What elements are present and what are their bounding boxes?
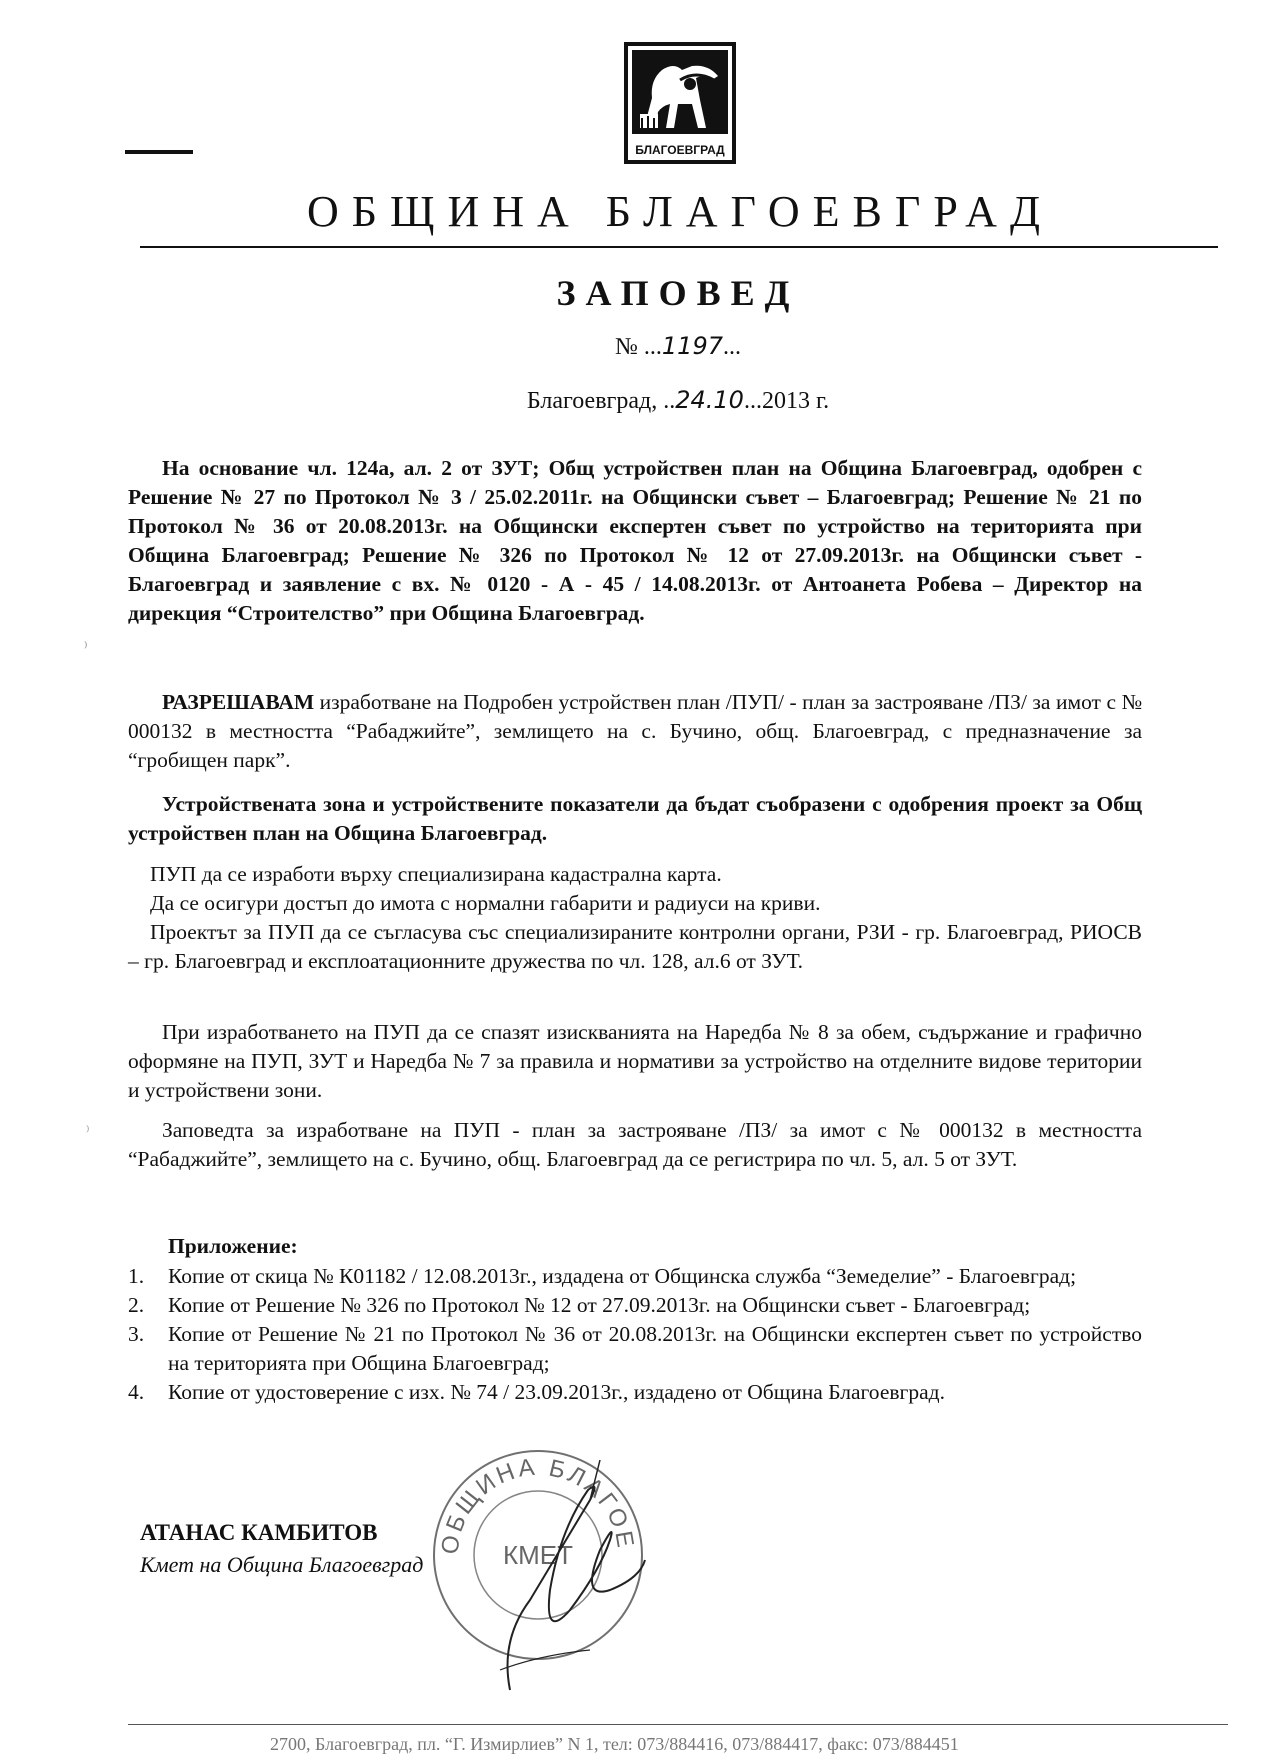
- attachment-item: [128, 1262, 1142, 1291]
- attachment-item: [128, 1320, 1142, 1378]
- footer-address: 2700, Благоевград, пл. “Г. Измирлиев” N 1, тел: 073/884416, 073/884417, факс: 073/884451: [270, 1734, 959, 1754]
- header-rule: [140, 246, 1218, 248]
- scan-speck: ⁾: [86, 1125, 90, 1140]
- attachments-list: [128, 1262, 1142, 1407]
- svg-text:БЛАГОЕВГРАД: БЛАГОЕВГРАД: [635, 143, 725, 157]
- stamp-center-text: КМЕТ: [502, 1540, 574, 1570]
- attachment-text: Копие от скица № К01182 / 12.08.2013г., издадена от Общинска служба “Земеделие” - Благоевград;: [168, 1264, 1077, 1288]
- order-date-line: [0, 386, 1280, 415]
- order-date-suffix: ...2013 г.: [743, 388, 830, 414]
- order-date-prefix: Благоевград, ..: [526, 388, 676, 414]
- signer-role: Кмет на Община Благоевград: [140, 1552, 424, 1577]
- registration-paragraph: Заповедта за изработване на ПУП - план за застрояване /ПЗ/ за имот с № 000132 в местността “Рабаджийте”, землището на с. Бучино, общ. Благоевград да се регистрира по чл. 5, ал. 5 от ЗУТ.: [128, 1118, 1142, 1171]
- handwritten-signature: [440, 1440, 660, 1700]
- order-number-line: [0, 332, 1280, 361]
- requirement-approval: Проектът за ПУП да се съгласува със специализираните контролни органи, РЗИ - гр. Благоевград, РИОСВ – гр. Благоевград и експлоатационните дружества по чл. 128, ал.6 от ЗУТ.: [128, 920, 1142, 973]
- attachment-item: [128, 1378, 1142, 1407]
- attachment-item: [128, 1291, 1142, 1320]
- requirements-block: [128, 860, 1142, 976]
- attachment-number: 1.: [128, 1264, 145, 1288]
- org-title: ОБЩИНА БЛАГОЕВГРАД: [307, 187, 1053, 236]
- footer-rule: [128, 1724, 1228, 1725]
- attachment-number: 4.: [128, 1380, 145, 1404]
- attachment-text: Копие от Решение № 21 по Протокол № 36 от 20.08.2013г. на Общински експертен съвет по устройство на територията при Община Благоевград;: [168, 1322, 1142, 1375]
- signer-name: АТАНАС КАМБИТОВ: [140, 1520, 378, 1545]
- stamp-ring-text: ОБЩИНА БЛАГОЕ: [436, 1453, 640, 1556]
- zoning-paragraph: Устройствената зона и устройствените показатели да бъдат съобразени с одобрения проект за Общ устройствен план на Община Благоевград.: [128, 792, 1142, 845]
- regulations-paragraph: При изработването на ПУП да се спазят изискванията на Наредба № 8 за обем, съдържание и графично оформяне на ПУП, ЗУТ и Наредба № 7 за правила и нормативи за устройство на отделните видове територии и устройствени зони.: [128, 1020, 1142, 1102]
- document-title: ЗАПОВЕД: [556, 273, 800, 313]
- order-number-handwritten: 1197: [661, 332, 723, 360]
- order-date-handwritten: 24.10: [675, 386, 744, 414]
- authorization-keyword: РАЗРЕШАВАМ: [162, 690, 315, 714]
- authorization-paragraph: [128, 688, 1142, 775]
- municipal-logo: [622, 40, 738, 166]
- attachment-number: 3.: [128, 1322, 145, 1346]
- attachment-number: 2.: [128, 1293, 145, 1317]
- authorization-text: изработване на Подробен устройствен план /ПУП/ - план за застрояване /ПЗ/ за имот с № 000132 в местността “Рабаджийте”, землището на с. Бучино, общ. Благоевград, с предназначение за “гробищен парк”.: [128, 690, 1142, 772]
- requirement-access: Да се осигури достъп до имота с нормални габарити и радиуси на криви.: [150, 891, 821, 915]
- legal-basis-paragraph: На основание чл. 124а, ал. 2 от ЗУТ; Общ устройствен план на Община Благоевград, одобрен с Решение № 27 по Протокол № 3 / 25.02.2011г. на Общински съвет – Благоевград; Решение № 21 по Протокол № 36 от 20.08.2013г. на Общински експертен съвет по устройство на територията при Община Благоевград; Решение № 326 по Протокол № 12 от 27.09.2013г. на Общински съвет - Благоевград и заявление с вх. № 0120 - А - 45 / 14.08.2013г. от Антоанета Робева – Директор на дирекция “Строителство” при Община Благоевград.: [128, 456, 1142, 625]
- scan-speck: ⁾: [84, 641, 88, 656]
- attachments-heading: Приложение:: [168, 1234, 298, 1258]
- attachment-text: Копие от удостоверение с изх. № 74 / 23.09.2013г., издадено от Община Благоевград.: [168, 1380, 945, 1404]
- requirement-cadastral: ПУП да се изработи върху специализирана кадастрална карта.: [150, 862, 722, 886]
- margin-mark: [125, 150, 193, 154]
- order-number-prefix: № ...: [615, 334, 662, 360]
- order-number-suffix: ...: [722, 334, 741, 360]
- attachment-text: Копие от Решение № 326 по Протокол № 12 от 27.09.2013г. на Общински съвет - Благоевград;: [168, 1293, 1031, 1317]
